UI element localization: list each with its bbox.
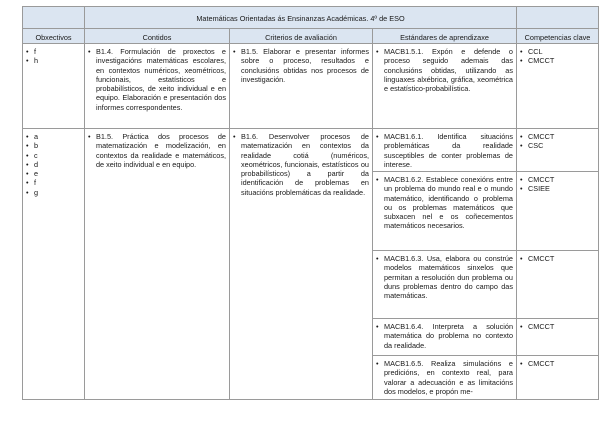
block2-competences-1 [517,129,599,172]
objective-item: • d [26,160,81,169]
content-item: • B1.5. Práctica dos procesos de matematización e modelización, en contextos da realidade e matemáticos, de xeito individual e en equipo. [88,132,226,169]
block2-competences-3 [517,251,599,319]
block1-content [85,44,230,129]
block2-competences-2 [517,172,599,251]
criteria-item: • B1.5. Elaborar e presentar informes sobre o proceso, resultados e conclusións obtidas nos procesos de investigación. [233,47,369,84]
criteria-item: • B1.6. Desenvolver procesos de matematización en contextos da realidade cotiá (numéricos, xeométricos, funcionais, estatísticos ou probabilísticos) a partir da identificación de problemas en situacións problemáticas da realidade. [233,132,369,197]
block1-competences [517,44,599,129]
competence-item: • CSIEE [520,184,595,193]
header-blank-right [517,7,599,29]
competence-item: • CMCCT [520,322,595,331]
block1-standard [373,44,517,129]
standard-item: • MACB1.6.3. Usa, elabora ou constrúe modelos matemáticos sinxelos que permitan a resolución dun problema ou duns problemas dentro do campo das matemáticas. [376,254,513,300]
block2-standard-5 [373,356,517,400]
content-item: • B1.4. Formulación de proxectos e investigacións matemáticas escolares, en contextos numéricos, xeométricos, funcionais, estatísticos e probabilísticos, de xeito individual e en equipo. Elaboración e presentación dos informes correspondentes. [88,47,226,112]
block2-standard-1 [373,129,517,172]
table-title: Matemáticas Orientadas ás Ensinanzas Académicas. 4º de ESO [85,7,517,29]
competence-item: • CMCCT [520,254,595,263]
objective-item: • f [26,47,81,56]
block2-criteria [230,129,373,400]
block2-content [85,129,230,400]
objective-item: • h [26,56,81,65]
standard-item: • MACB1.6.2. Establece conexións entre un problema do mundo real e o mundo matemático, identificando o problema ou os problemas matemáticos que subxacen nel e os coñecementos matemáticos necesarios. [376,175,513,231]
objective-item: • f [26,178,81,187]
competence-item: • CMCCT [520,132,595,141]
objective-item: • c [26,151,81,160]
block2-standard-2 [373,172,517,251]
header-blank-left [23,7,85,29]
block1-objectives [23,44,85,129]
standard-item: • MACB1.5.1. Expón e defende o proceso seguido ademais das conclusións obtidas, utilizando as linguaxes alxébrica, gráfica, xeométrica e estatístico-probabilística. [376,47,513,93]
block2-competences-4 [517,319,599,356]
curriculum-table [22,6,599,400]
objective-item: • g [26,188,81,197]
objective-item: • b [26,141,81,150]
competence-item: • CSC [520,141,595,150]
column-header-objectives: Obxectivos [23,29,85,44]
block1-criteria [230,44,373,129]
column-header-criteria: Criterios de avaliación [230,29,373,44]
competence-item: • CCL [520,47,595,56]
block2-standard-3 [373,251,517,319]
block2-standard-4 [373,319,517,356]
competence-item: • CMCCT [520,175,595,184]
block2-objectives [23,129,85,400]
block2-competences-5 [517,356,599,400]
standard-item: • MACB1.6.1. Identifica situacións problemáticas da realidade susceptibles de conter problemas de interese. [376,132,513,169]
column-header-contents: Contidos [85,29,230,44]
column-header-competences: Competencias clave [517,29,599,44]
competence-item: • CMCCT [520,56,595,65]
objective-item: • a [26,132,81,141]
column-header-standards: Estándares de aprendizaxe [373,29,517,44]
objective-item: • e [26,169,81,178]
standard-item: • MACB1.6.4. Interpreta a solución matemática do problema no contexto da realidade. [376,322,513,350]
competence-item: • CMCCT [520,359,595,368]
standard-item: • MACB1.6.5. Realiza simulacións e predicións, en contexto real, para valorar a adecuación e as limitacións dos modelos, e propón me- [376,359,513,396]
